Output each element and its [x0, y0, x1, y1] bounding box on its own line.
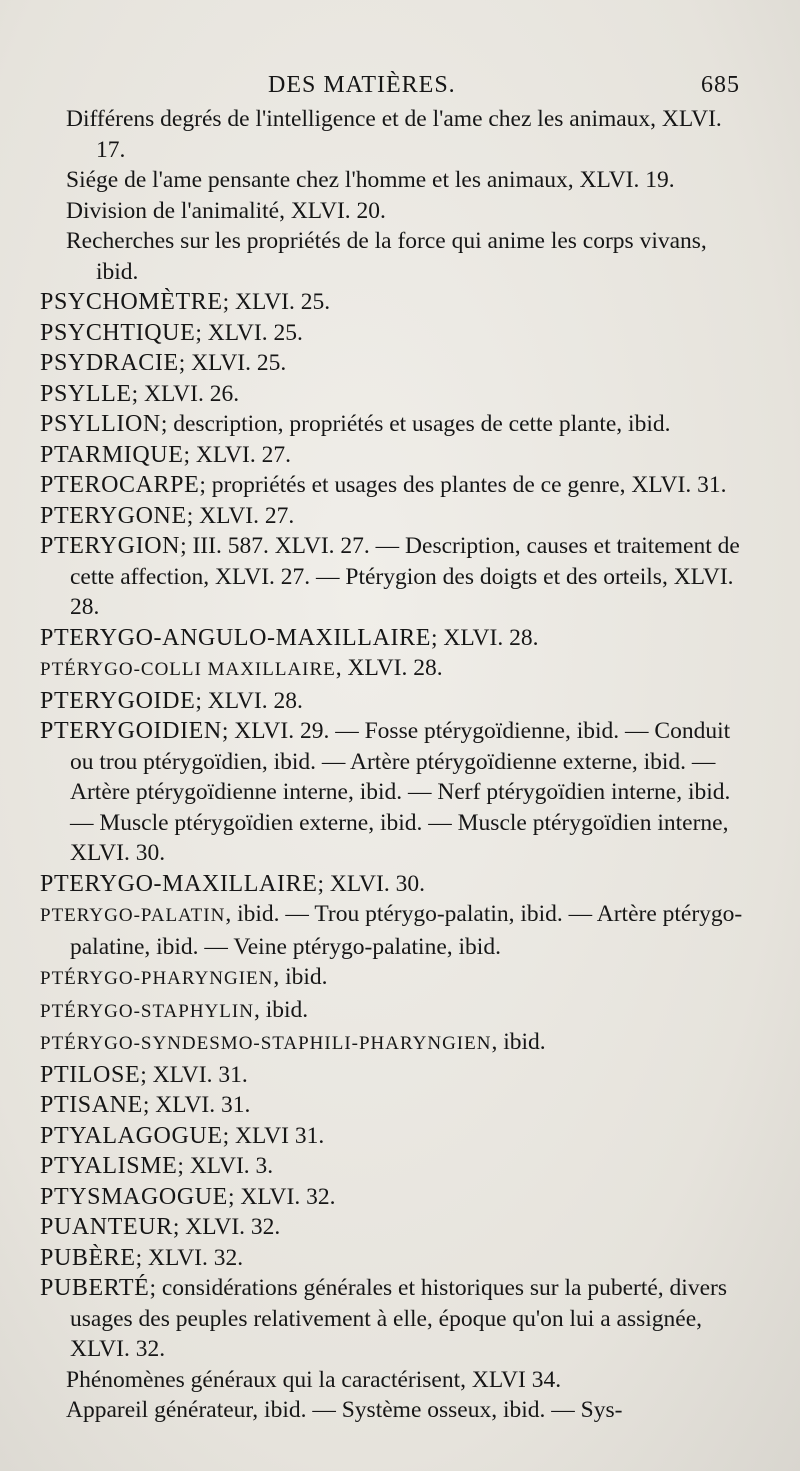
index-entry — [40, 869, 748, 900]
entry-headword: PTILOSE — [40, 1061, 141, 1088]
entry-headword: PTERYGOIDIEN — [40, 718, 222, 744]
index-subentry — [40, 1395, 748, 1426]
entry-headword: PTÉRYGO-SYNDESMO-STAPHILI-PHARYNGIEN — [40, 1033, 492, 1054]
entry-text: , XLVI. 28. — [335, 655, 443, 681]
index-entry — [40, 1060, 748, 1091]
entry-headword: PTARMIQUE — [40, 441, 184, 468]
entry-headword: PTISANE — [40, 1092, 143, 1118]
entry-headword: PTEROCARPE — [40, 472, 200, 498]
entry-text: ; III. 587. XLVI. 27. — Description, causes et traitement de cette affection, XLVI. 27. — Ptérygion des doigts et des orteils, XLVI. 28. — [70, 533, 740, 620]
entry-text: , ibid. — [273, 964, 328, 990]
index-entry — [40, 716, 748, 869]
entry-text: Phénomènes généraux qui la caractérisent, XLVI 34. — [66, 1366, 562, 1393]
index-subentry — [40, 1365, 748, 1396]
index-entry — [40, 962, 748, 995]
entry-headword: PTYALAGOGUE — [40, 1122, 223, 1149]
entry-text: ; XLVI 31. — [222, 1122, 325, 1149]
index-subentry — [40, 104, 748, 165]
index-entry — [40, 1212, 748, 1243]
entry-text: ; XLVI. 29. — Fosse ptérygoïdienne, ibid. — Conduit ou trou ptérygoïdien, ibid. — Artère ptérygoïdienne externe, ibid. — Artère ptérygoïdienne interne, ibid. — Nerf ptérygoïdien interne, ibid. — Muscle ptérygoïdien externe, ibid. — Muscle ptérygoïdien interne, XLVI. 30. — [70, 718, 731, 866]
entry-headword: PTERYGOIDE — [40, 687, 196, 714]
index-entry — [40, 348, 748, 379]
index-entry — [40, 1121, 748, 1152]
entry-text: ; XLVI. 25. — [222, 289, 331, 315]
entry-text: ; XLVI. 32. — [172, 1214, 281, 1240]
entry-text: , ibid. — [491, 1029, 546, 1055]
entry-headword: PUBÈRE — [40, 1244, 136, 1271]
entry-headword: PTERYGO-PALATIN — [40, 905, 226, 926]
entry-text: ; XLVI. 31. — [140, 1061, 248, 1088]
entry-text: ; XLVI. 28. — [430, 624, 539, 651]
entry-text: ; description, propriétés et usages de cette plante, ibid. — [160, 411, 671, 437]
index-entry — [40, 686, 748, 717]
entry-headword: PSYCHTIQUE — [40, 319, 196, 346]
entry-text: Siége de l'ame pensante chez l'homme et les animaux, XLVI. 19. — [66, 167, 675, 193]
entry-headword: PSYCHOMÈTRE — [40, 289, 223, 315]
entry-headword: PUANTEUR — [40, 1214, 173, 1240]
index-entry — [40, 995, 748, 1028]
index-entry — [40, 1027, 748, 1060]
index-entry — [40, 440, 748, 471]
entry-text: ; XLVI. 3. — [177, 1153, 274, 1179]
entry-text: ; XLVI. 32. — [227, 1183, 336, 1210]
page-number: 685 — [701, 72, 740, 98]
index-entry — [40, 501, 748, 532]
entry-headword: PTYSMAGOGUE — [40, 1183, 228, 1210]
entry-text: ; XLVI. 25. — [195, 319, 303, 346]
index-entry — [40, 1182, 748, 1213]
entry-text: ; XLVI. 27. — [183, 441, 291, 468]
entry-headword: PTÉRYGO-COLLI MAXILLAIRE — [40, 659, 336, 680]
entry-text: ; XLVI. 31. — [142, 1092, 251, 1118]
index-subentry — [40, 196, 748, 227]
entry-headword: PUBERTÉ — [40, 1275, 150, 1301]
entry-headword: PSYLLION — [40, 411, 161, 437]
entry-text: , ibid. — [253, 996, 309, 1023]
entry-headword: PTÉRYGO-STAPHYLIN — [40, 1000, 254, 1022]
entry-text: ; XLVI. 25. — [178, 350, 287, 376]
index-subentry — [40, 226, 748, 287]
entry-text: ; XLVI. 32. — [135, 1244, 244, 1271]
entry-text: ; XLVI. 26. — [131, 380, 240, 407]
index-entry — [40, 379, 748, 410]
entry-headword: PSYLLE — [40, 380, 132, 407]
entry-text: Division de l'animalité, XLVI. 20. — [66, 197, 386, 224]
index-entry — [40, 1243, 748, 1274]
index-entry — [40, 653, 748, 686]
index-entry — [40, 1273, 748, 1365]
entry-text: , ibid. — Trou ptérygo-palatin, ibid. — Artère ptérygo-palatine, ibid. — Veine ptérygo-palatine, ibid. — [70, 901, 743, 960]
entry-text: ; considérations générales et historiques sur la puberté, divers usages des peuples relativement à elle, époque qu'on lui a assignée, XLVI. 32. — [70, 1275, 727, 1362]
entry-text: ; XLVI. 27. — [186, 502, 295, 529]
index-entries — [40, 104, 748, 1426]
index-subentry — [40, 165, 748, 196]
entry-text: ; XLVI. 30. — [317, 870, 425, 897]
entry-text: ; propriétés et usages des plantes de ce genre, XLVI. 31. — [199, 472, 727, 498]
entry-text: Appareil générateur, ibid. — Système osseux, ibid. — Sys- — [66, 1397, 623, 1423]
index-entry — [40, 531, 748, 623]
running-header — [40, 72, 740, 102]
entry-headword: PTYALISME — [40, 1153, 178, 1179]
entry-text: Différens degrés de l'intelligence et de l'ame chez les animaux, XLVI. 17. — [66, 106, 722, 163]
entry-headword: PTERYGO-ANGULO-MAXILLAIRE — [40, 624, 431, 651]
index-entry — [40, 470, 748, 501]
entry-headword: PTERYGO-MAXILLAIRE — [40, 870, 318, 897]
running-title: DES MATIÈRES. — [268, 72, 456, 98]
entry-text: ; XLVI. 28. — [195, 687, 303, 714]
entry-headword: PSYDRACIE — [40, 350, 179, 376]
index-entry — [40, 318, 748, 349]
entry-headword: PTERYGION — [40, 533, 181, 559]
index-entry — [40, 409, 748, 440]
index-entry — [40, 899, 748, 962]
index-entry — [40, 623, 748, 654]
index-entry — [40, 1090, 748, 1121]
entry-headword: PTÉRYGO-PHARYNGIEN — [40, 968, 274, 989]
index-entry — [40, 287, 748, 318]
entry-headword: PTERYGONE — [40, 502, 187, 529]
entry-text: Recherches sur les propriétés de la force qui anime les corps vivans, ibid. — [66, 228, 707, 285]
index-entry — [40, 1151, 748, 1182]
